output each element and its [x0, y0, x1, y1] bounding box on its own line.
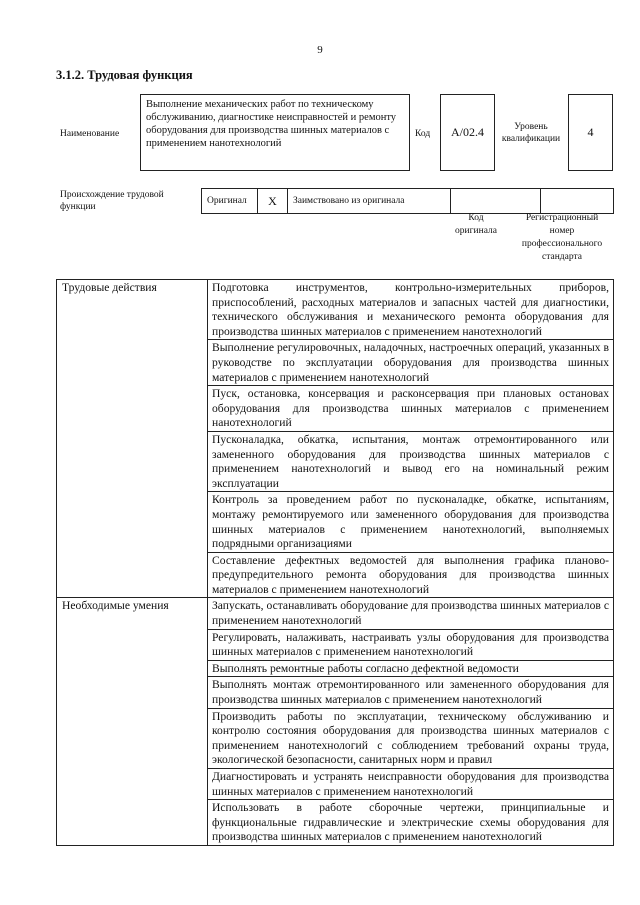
skill-cell: Использовать в работе сборочные чертежи, принципиальные и функциональные гидравлические и электрические схемы оборудования для производства шинных материалов с применением нанотехнологий — [208, 800, 614, 846]
category-cell: Трудовые действия — [57, 280, 208, 598]
action-cell: Пуск, остановка, консервация и расконсервация при плановых остановах оборудования для производства шинных материалов с применением нанотехнологий — [208, 386, 614, 432]
origin-table — [201, 188, 614, 214]
skill-cell: Выполнять монтаж отремонтированного или замененного оборудования для производства шинных материалов с применением нанотехнологий — [208, 677, 614, 708]
qualification-level-box: 4 — [568, 94, 613, 171]
registration-number-label: Регистрационный номер профессионального стандарта — [521, 213, 603, 262]
name-label: Наименование — [60, 129, 120, 139]
origin-borrowed-cell: Заимствовано из оригинала — [287, 188, 450, 214]
skill-cell: Запускать, останавливать оборудование для производства шинных материалов с применением нанотехнологий — [208, 598, 614, 629]
origin-original-cell: Оригинал — [201, 188, 257, 214]
labor-function-table — [56, 279, 614, 846]
page-number: 9 — [317, 44, 323, 56]
action-cell: Контроль за проведением работ по пусконаладке, обкатке, испытаниям, монтажу ремонтируемого или замененного оборудования для производства шинных материалов с применением нанотехнологий, выполняемых подрядными организациями — [208, 492, 614, 552]
function-name-box: Выполнение механических работ по техническому обслуживанию, диагностике неисправностей и ремонту оборудования для производства шинных материалов с применением нанотехнологий — [140, 94, 410, 171]
table-row — [57, 280, 614, 340]
skill-cell: Регулировать, налаживать, настраивать узлы оборудования для производства шинных материалов с применением нанотехнологий — [208, 629, 614, 660]
origin-mark-cell: X — [257, 188, 287, 214]
category-cell: Необходимые умения — [57, 598, 208, 846]
function-code-box: A/02.4 — [440, 94, 495, 171]
action-cell: Подготовка инструментов, контрольно-измерительных приборов, приспособлений, расходных материалов и запасных частей для диагностики, технического обслуживания и механического ремонта оборудования для производства шинных материалов с применением нанотехнологий — [208, 280, 614, 340]
origin-code-cell — [450, 188, 540, 214]
section-title: 3.1.2. Трудовая функция — [56, 68, 193, 82]
table-row — [57, 598, 614, 629]
level-label: Уровень квалификации — [501, 122, 561, 144]
action-cell: Выполнение регулировочных, наладочных, настроечных операций, указанных в руководстве по эксплуатации оборудования для производства шинных материалов с применением нанотехнологий — [208, 340, 614, 386]
action-cell: Пусконаладка, обкатка, испытания, монтаж отремонтированного или замененного оборудования для производства шинных материалов с применением нанотехнологий и вывод его на номинальный режим эксплуатации — [208, 431, 614, 491]
original-code-label: Код оригинала — [455, 213, 497, 236]
origin-reg-cell — [540, 188, 614, 214]
origin-label: Происхождение трудовой функции — [60, 190, 164, 212]
action-cell: Составление дефектных ведомостей для выполнения графика планово-предупредительного ремонта оборудования для производства шинных материалов с применением нанотехнологий — [208, 552, 614, 598]
code-label: Код — [415, 129, 431, 139]
skill-cell: Выполнять ремонтные работы согласно дефектной ведомости — [208, 660, 614, 677]
skill-cell: Диагностировать и устранять неисправности оборудования для производства шинных материалов с применением нанотехнологий — [208, 769, 614, 800]
skill-cell: Производить работы по эксплуатации, техническому обслуживанию и контролю состояния оборудования для производства шинных материалов с применением нанотехнологий с соблюдением требований охраны труда, экологической безопасности, санитарных норм и правил — [208, 708, 614, 768]
